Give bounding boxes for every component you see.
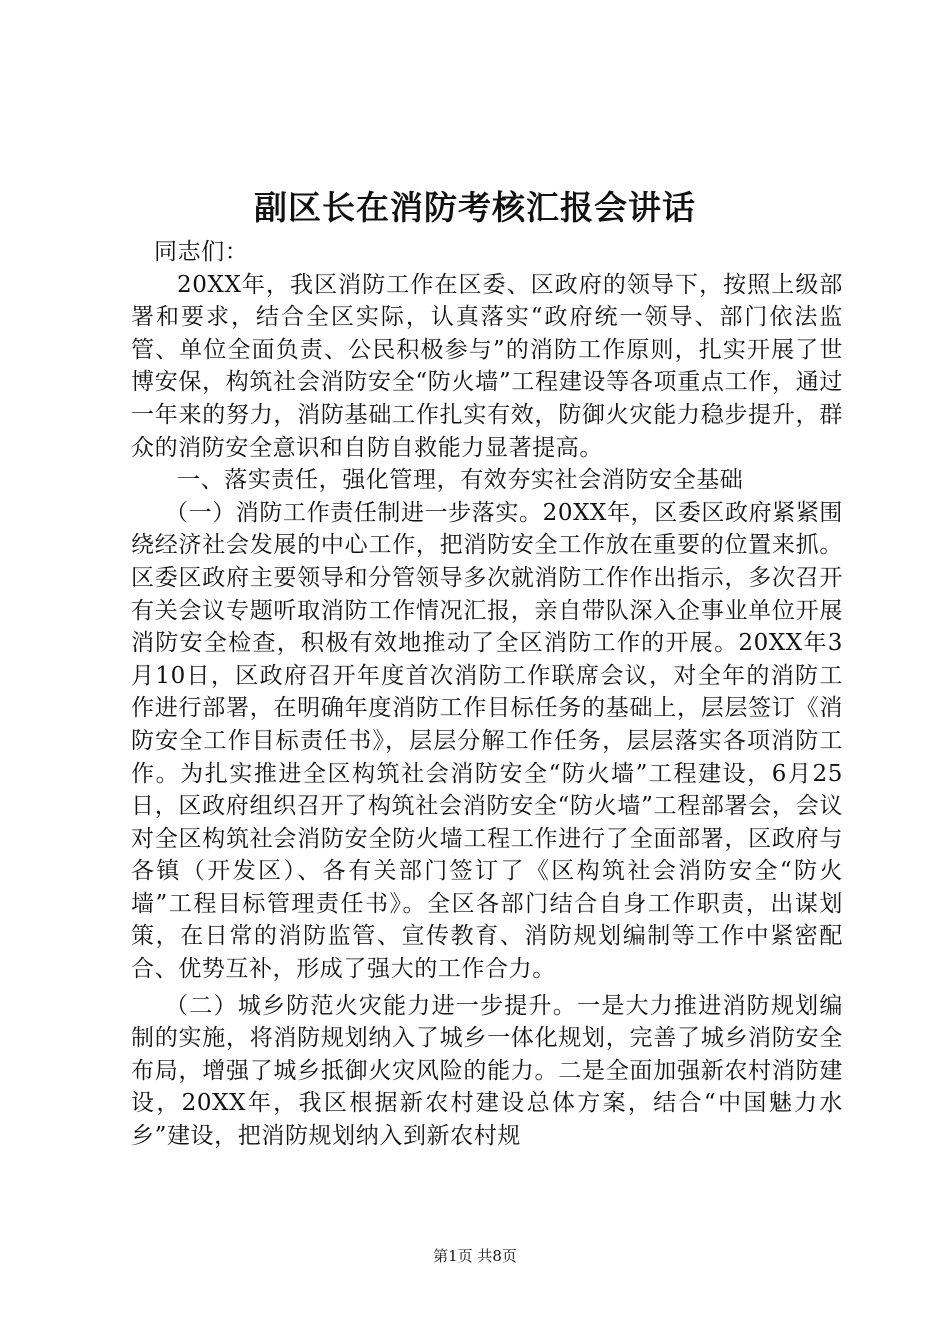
paragraph-subsection-2: （二）城乡防范火灾能力进一步提升。一是大力推进消防规划编制的实施，将消防规划纳入了城乡一体化规划，完善了城乡消防安全布局，增强了城乡抵御火灾风险的能力。二是全面加强新农村消防建设，20XX年，我区根据新农村建设总体方案，结合“中国魅力水乡”建设，把消防规划纳入到新农村规: [131, 992, 843, 1150]
paragraph-subsection-1: （一）消防工作责任制进一步落实。20XX年，区委区政府紧紧围绕经济社会发展的中心工作，把消防安全工作放在重要的位置来抓。区委区政府主要领导和分管领导多次就消防工作作出指示，多次召开有关会议专题听取消防工作情况汇报，亲自带队深入企事业单位开展消防安全检查，积极有效地推动了全区消防工作的开展。20XX年3月10日，区政府召开年度首次消防工作联席会议，对全年的消防工作进行部署，在明确年度消防工作目标任务的基础上，层层签订《消防安全工作目标责任书》，层层分解工作任务，层层落实各项消防工作。为扎实推进全区构筑社会消防安全“防火墙”工程建设，6月25日，区政府组织召开了构筑社会消防安全“防火墙”工程部署会，会议对全区构筑社会消防安全防火墙工程工作进行了全面部署，区政府与各镇（开发区）、各有关部门签订了《区构筑社会消防安全“防火墙”工程目标管理责任书》。全区各部门结合自身工作职责，出谋划策，在日常的消防监管、宣传教育、消防规划编制等工作中紧密配合、优势互补，形成了强大的工作合力。: [131, 499, 844, 983]
document-title: 副区长在消防考核汇报会讲话: [254, 188, 696, 227]
page-footer: 第1页 共8页: [433, 1247, 517, 1265]
paragraph-greeting: 同志们：: [154, 239, 249, 265]
section-heading-1: 一、落实责任，强化管理，有效夯实社会消防安全基础: [177, 467, 744, 494]
paragraph-intro: 20XX年，我区消防工作在区委、区政府的领导下，按照上级部署和要求，结合全区实际，认真落实“政府统一领导、部门依法监管、单位全面负责、公民积极参与”的消防工作原则，扎实开展了世博安保，构筑社会消防安全“防火墙”工程建设等各项重点工作，通过一年来的努力，消防基础工作扎实有效，防御火灾能力稳步提升，群众的消防安全意识和自防自救能力显著提高。: [131, 271, 843, 461]
document-body: [131, 236, 843, 1153]
